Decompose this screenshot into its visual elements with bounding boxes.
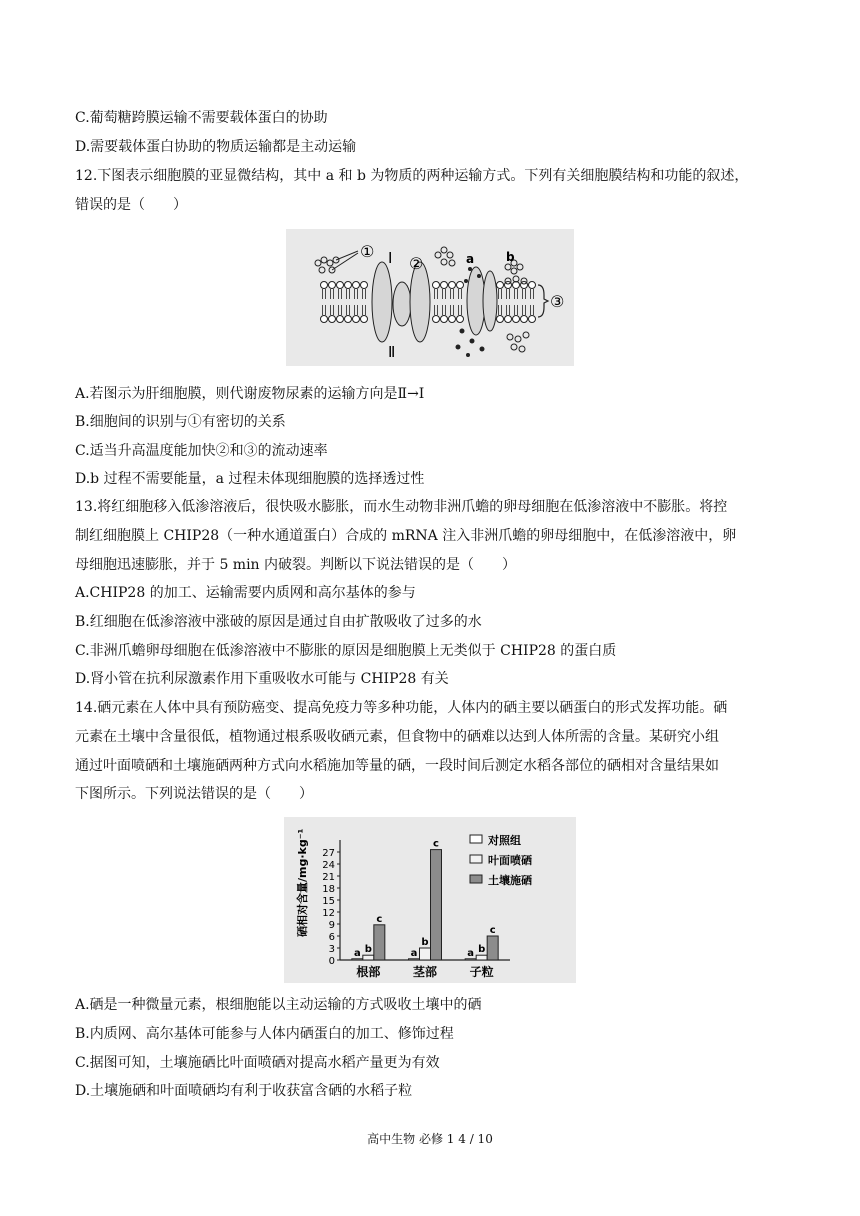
q12-option-b: B.细胞间的识别与①有密切的关系: [75, 414, 286, 430]
selenium-chart-figure: [284, 817, 576, 983]
bar-label: a: [353, 947, 361, 959]
bar-label: b: [364, 944, 372, 956]
bar: [374, 925, 385, 960]
lipid-head: [449, 316, 456, 323]
lipid-tail: [451, 289, 454, 299]
bar-label: a: [467, 947, 475, 959]
lipid-head: [457, 282, 464, 289]
question-14-stem-2: 元素在土壤中含量很低，植物通过根系吸收硒元素，但食物中的硒难以达到人体所需的含量。某研究小组: [75, 729, 719, 745]
q13-option-c: C.非洲爪蟾卵母细胞在低渗溶液中不膨胀的原因是细胞膜上无类似于 CHIP28 的蛋白质: [75, 643, 617, 659]
y-tick-label: 27: [322, 848, 335, 859]
lipid-head: [345, 316, 352, 323]
lipid-tail: [451, 305, 454, 315]
bar: [476, 955, 487, 960]
lipid-tail: [515, 305, 518, 315]
q13-option-b: B.红细胞在低渗溶液中涨破的原因是通过自由扩散吸收了过多的水: [75, 614, 482, 630]
lipid-head: [529, 316, 536, 323]
bar-label: c: [489, 925, 496, 936]
question-14-stem-3: 通过叶面喷硒和土壤施硒两种方式向水稻施加等量的硒，一段时间后测定水稻各部位的硒相对含量结果如: [75, 758, 719, 774]
option-d-prev: D.需要载体蛋白协助的物质运输都是主动运输: [75, 139, 357, 155]
label-glycoprotein: ①: [360, 242, 375, 261]
bar-label: b: [478, 944, 486, 956]
lipid-head: [337, 316, 344, 323]
lipid-tail: [435, 289, 438, 299]
bar: [487, 936, 498, 960]
lipid-tail: [459, 289, 462, 299]
question-14-stem-4: 下图所示。下列说法错误的是（ ）: [75, 786, 313, 802]
bar-label: c: [433, 838, 439, 850]
q12-option-d: D.b 过程不需要能量，a 过程未体现细胞膜的选择透过性: [75, 471, 425, 487]
y-tick-label: 18: [322, 884, 335, 895]
label-b: b: [506, 250, 515, 264]
lipid-tail: [339, 305, 342, 315]
lipid-tail: [347, 305, 350, 315]
lipid-tail: [443, 289, 446, 299]
lipid-head: [433, 316, 440, 323]
lipid-tail: [459, 305, 462, 315]
lipid-head: [361, 316, 368, 323]
bar: [465, 959, 476, 960]
bar: [409, 959, 420, 960]
q13-option-d: D.肾小管在抗利尿激素作用下重吸收水可能与 CHIP28 有关: [75, 671, 449, 687]
legend-label: 对照组: [488, 834, 521, 847]
bar: [420, 948, 431, 960]
page-footer: 高中生物 必修 1 4 / 10: [367, 1132, 493, 1146]
q12-option-a: A.若图示为肝细胞膜，则代谢废物尿素的运输方向是Ⅱ→Ⅰ: [75, 386, 425, 402]
lipid-tail: [523, 305, 526, 315]
legend-swatch: [470, 835, 482, 843]
legend-label: 土壤施硒: [488, 874, 532, 887]
lipid-head: [329, 282, 336, 289]
lipid-tail: [339, 289, 342, 299]
label-protein: ②: [409, 254, 424, 273]
lipid-tail: [507, 305, 510, 315]
chart-ylabel: 硒相对含量/mg·kg⁻¹: [296, 828, 309, 937]
y-tick-label: 24: [322, 860, 335, 871]
lipid-tail: [363, 305, 366, 315]
bar-label: b: [421, 937, 429, 948]
question-13-stem-2: 制红细胞膜上 CHIP28（一种水通道蛋白）合成的 mRNA 注入非洲爪蟾的卵母细胞中，在低渗溶液中，卵: [75, 528, 737, 544]
lipid-tail: [443, 305, 446, 315]
lipid-head: [497, 282, 504, 289]
y-tick-label: 0: [328, 956, 335, 967]
lipid-head: [449, 282, 456, 289]
q14-option-b: B.内质网、高尔基体可能参与人体内硒蛋白的加工、修饰过程: [75, 1026, 454, 1042]
label-side-inner: Ⅱ: [388, 343, 396, 361]
lipid-head: [441, 316, 448, 323]
lipid-tail: [363, 289, 366, 299]
option-c-prev: C.葡萄糖跨膜运输不需要载体蛋白的协助: [75, 110, 328, 126]
lipid-tail: [531, 289, 534, 299]
x-category-label: 茎部: [412, 965, 438, 979]
q14-option-d: D.土壤施硒和叶面喷硒均有利于收获富含硒的水稻子粒: [75, 1083, 413, 1099]
label-side-outer: Ⅰ: [388, 249, 393, 267]
question-13-stem: 13.将红细胞移入低渗溶液后，很快吸水膨胀，而水生动物非洲爪蟾的卵母细胞在低渗溶液中不膨胀。将控: [75, 499, 728, 515]
lipid-head: [513, 316, 520, 323]
question-13-stem-3: 母细胞迅速膨胀，并于 5 min 内破裂。判断以下说法错误的是（ ）: [75, 557, 517, 573]
bar: [431, 850, 442, 960]
bar: [363, 955, 374, 960]
lipid-head: [433, 282, 440, 289]
y-tick-label: 3: [328, 944, 335, 955]
lipid-head: [321, 282, 328, 289]
lipid-head: [497, 316, 504, 323]
question-12-stem: 12.下图表示细胞膜的亚显微结构，其中 a 和 b 为物质的两种运输方式。下列有关细胞膜结构和功能的叙述，: [75, 168, 749, 184]
label-a: a: [466, 252, 475, 266]
membrane-figure: [286, 229, 574, 366]
bar-label: a: [410, 947, 418, 959]
lipid-head: [345, 282, 352, 289]
lipid-head: [353, 316, 360, 323]
lipid-tail: [323, 305, 326, 315]
x-category-label: 根部: [356, 965, 381, 979]
q12-option-c: C.适当升高温度能加快②和③的流动速率: [75, 443, 328, 459]
q14-option-c: C.据图可知，土壤施硒比叶面喷硒对提高水稻产量更为有效: [75, 1055, 440, 1071]
lipid-tail: [523, 289, 526, 299]
lipid-tail: [355, 289, 358, 299]
lipid-head: [505, 316, 512, 323]
y-tick-label: 15: [322, 896, 335, 907]
bar: [352, 959, 363, 960]
lipid-head: [457, 316, 464, 323]
q14-option-a: A.硒是一种微量元素，根细胞能以主动运输的方式吸收土壤中的硒: [75, 997, 482, 1013]
lipid-tail: [347, 289, 350, 299]
lipid-tail: [531, 305, 534, 315]
lipid-head: [529, 282, 536, 289]
lipid-tail: [331, 305, 334, 315]
lipid-tail: [499, 289, 502, 299]
y-tick-label: 9: [328, 920, 335, 931]
bar-label: c: [376, 913, 383, 925]
lipid-head: [353, 282, 360, 289]
lipid-head: [321, 316, 328, 323]
legend-swatch: [470, 875, 482, 883]
lipid-head: [441, 282, 448, 289]
y-tick-label: 12: [322, 908, 335, 919]
lipid-head: [513, 282, 520, 289]
lipid-tail: [507, 289, 510, 299]
lipid-head: [337, 282, 344, 289]
lipid-tail: [515, 289, 518, 299]
y-tick-label: 21: [322, 872, 335, 883]
lipid-tail: [499, 305, 502, 315]
x-category-label: 子粒: [469, 965, 494, 979]
selenium-bar-chart: [284, 817, 576, 983]
y-tick-label: 6: [328, 932, 335, 943]
lipid-head: [361, 282, 368, 289]
legend-swatch: [470, 855, 482, 863]
lipid-tail: [331, 289, 334, 299]
lipid-tail: [323, 289, 326, 299]
question-12-stem-cont: 错误的是（ ）: [75, 197, 187, 213]
lipid-tail: [355, 305, 358, 315]
question-14-stem: 14.硒元素在人体中具有预防癌变、提高免疫力等多种功能，人体内的硒主要以硒蛋白的形式发挥功能。硒: [75, 700, 728, 716]
lipid-tail: [435, 305, 438, 315]
membrane-diagram: [286, 229, 574, 366]
lipid-head: [521, 316, 528, 323]
legend-label: 叶面喷硒: [488, 854, 532, 867]
label-bilayer: ③: [550, 292, 565, 311]
lipid-head: [329, 316, 336, 323]
q13-option-a: A.CHIP28 的加工、运输需要内质网和高尔基体的参与: [75, 585, 416, 601]
